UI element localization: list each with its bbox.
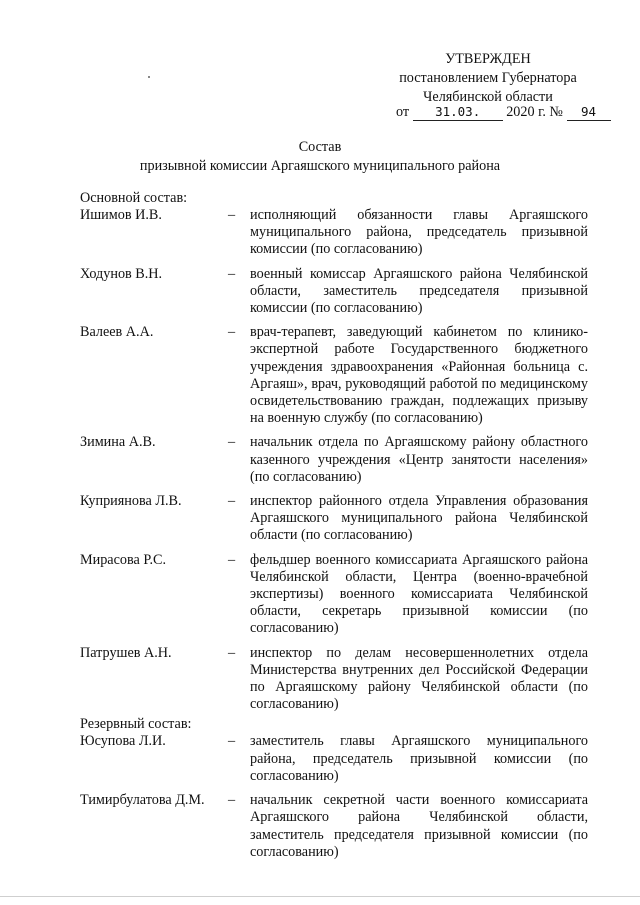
member-row	[80, 266, 588, 318]
member-dash: –	[228, 207, 236, 223]
approval-region-line: Челябинской области	[423, 89, 553, 105]
member-name: Патрушев А.Н.	[80, 644, 172, 661]
member-role: инспектор районного отдела Управления образования Аргаяшского муниципального района Челябинской области (по согласованию)	[250, 493, 588, 544]
member-role: фельдшер военного комиссариата Аргаяшского района Челябинской области, Центра (военно-врачебной экспертизы) военного комиссариата Челябинской области, секретарь призывной комиссии (по согласованию)	[250, 551, 588, 637]
page-bottom-edge	[0, 896, 640, 897]
member-role: врач-терапевт, заведующий кабинетом по клинико-экспертной работе Государственного бюджетного учреждения здравоохранения «Районная больница с. Аргаяш», врач, руководящий работой по медицинскому освидетельствованию граждан, подлежащих призыву на военную службу (по согласованию)	[250, 324, 588, 427]
document-title	[0, 138, 640, 176]
member-row	[80, 493, 588, 545]
member-name: Юсупова Л.И.	[80, 733, 166, 750]
member-row	[80, 552, 588, 638]
member-role: военный комиссар Аргаяшского района Челябинской области, заместитель председателя призывной комиссии (по согласованию)	[250, 265, 588, 317]
member-name: Зимина А.В.	[80, 434, 156, 451]
approval-date: 31.03.	[413, 104, 503, 121]
title-line-1: Состав	[298, 139, 342, 155]
reserve-member-row	[80, 733, 588, 785]
approval-number: 94	[567, 104, 611, 121]
approval-year: 2020 г. №	[506, 104, 563, 120]
member-name: Куприянова Л.В.	[80, 493, 182, 510]
member-role: начальник отдела по Аргаяшскому району областного казенного учреждения «Центр занятости населения» (по согласованию)	[250, 434, 588, 485]
member-name: Ишимов И.В.	[80, 207, 162, 223]
scan-speck	[148, 76, 150, 78]
title-line-2: призывной комиссии Аргаяшского муниципального района	[139, 158, 501, 174]
approval-stamp-block	[388, 50, 588, 107]
member-row	[80, 207, 588, 259]
member-row	[80, 645, 588, 714]
member-dash: –	[228, 324, 236, 341]
reserve-composition-heading: Резервный состав:	[80, 716, 192, 733]
member-dash: –	[228, 551, 236, 568]
approval-heading: УТВЕРЖДЕН	[445, 51, 531, 67]
main-composition-heading: Основной состав:	[80, 190, 188, 206]
member-name: Тимирбулатова Д.М.	[80, 792, 205, 809]
member-dash: –	[228, 265, 236, 282]
member-role: исполняющий обязанности главы Аргаяшского муниципального района, председатель призывной комиссии (по согласованию)	[250, 207, 588, 258]
member-dash: –	[228, 733, 236, 750]
member-dash: –	[228, 493, 236, 510]
member-role: начальник секретной части военного комиссариата Аргаяшского района Челябинской области, заместитель председателя призывной комиссии (по согласованию)	[250, 792, 588, 860]
commission-list	[80, 190, 588, 861]
approval-decree-line: постановлением Губернатора	[399, 70, 577, 86]
date-prefix: от	[396, 104, 410, 120]
member-dash: –	[228, 644, 236, 661]
member-role: заместитель главы Аргаяшского муниципального района, председатель призывной комиссии (по согласованию)	[250, 733, 588, 784]
member-row	[80, 434, 588, 486]
approval-date-line	[396, 103, 611, 122]
member-name: Мирасова Р.С.	[80, 551, 167, 568]
member-dash: –	[228, 792, 236, 809]
member-name: Ходунов В.Н.	[80, 265, 163, 282]
member-row	[80, 324, 588, 427]
member-dash: –	[228, 434, 236, 451]
member-role: инспектор по делам несовершеннолетних отдела Министерства внутренних дел Российской Федерации по Аргаяшскому району Челябинской области (по согласованию)	[250, 644, 588, 713]
reserve-member-row	[80, 792, 588, 861]
member-name: Валеев А.А.	[80, 324, 154, 341]
